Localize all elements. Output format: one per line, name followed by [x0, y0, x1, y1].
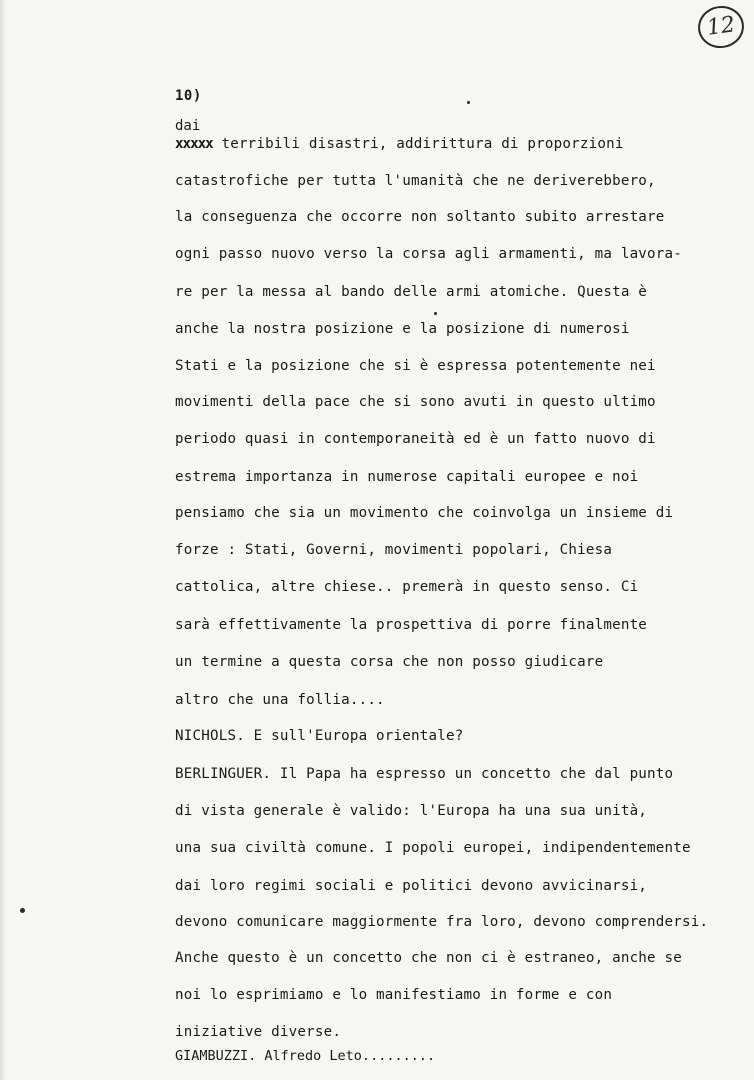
text-line: ogni passo nuovo verso la corsa agli armamenti, ma lavora-	[175, 246, 683, 262]
text-line: re per la messa al bando delle armi atomiche. Questa è	[175, 284, 648, 300]
text-line: movimenti della pace che si sono avuti in questo ultimo	[175, 394, 656, 410]
text-line-1	[175, 136, 624, 152]
text-line: catastrofiche per tutta l'umanità che ne deriverebbero,	[175, 173, 656, 189]
text-line: periodo quasi in contemporaneità ed è un fatto nuovo di	[175, 431, 656, 447]
text-line: iniziative diverse.	[175, 1024, 342, 1040]
speaker-line: NICHOLS. E sull'Europa orientale?	[175, 728, 464, 744]
text-line: cattolica, altre chiese.. premerà in questo senso. Ci	[175, 579, 639, 595]
text-line: estrema importanza in numerose capitali europee e noi	[175, 469, 639, 485]
text-line: una sua civiltà comune. I popoli europei, indipendentemente	[175, 840, 691, 856]
text-line: dai loro regimi sociali e politici devono avvicinarsi,	[175, 878, 648, 894]
speaker-line: BERLINGUER. Il Papa ha espresso un concetto che dal punto	[175, 766, 674, 782]
struck-out-word: xxxxx	[175, 136, 213, 152]
text-line: la conseguenza che occorre non soltanto subito arrestare	[175, 209, 665, 225]
section-number: 10)	[175, 88, 202, 104]
page-number-circled: 12	[695, 3, 746, 51]
text-line: pensiamo che sia un movimento che coinvolga un insieme di	[175, 505, 674, 521]
ink-speck-mark	[434, 312, 437, 315]
text-line: sarà effettivamente la prospettiva di porre finalmente	[175, 617, 648, 633]
text-line: di vista generale è valido: l'Europa ha una sua unità,	[175, 803, 648, 819]
page-edge-shadow	[0, 0, 6, 1080]
text-line: anche la nostra posizione e la posizione di numerosi	[175, 321, 630, 337]
text-line: altro che una follia....	[175, 692, 385, 708]
text-line: Stati e la posizione che si è espressa potentemente nei	[175, 358, 656, 374]
closing-line: GIAMBUZZI. Alfredo Leto.........	[175, 1048, 436, 1064]
text-line: devono comunicare maggiormente fra loro, devono comprendersi.	[175, 914, 709, 930]
text-line: Anche questo è un concetto che non ci è estraneo, anche se	[175, 950, 683, 966]
text-line: noi lo esprimiamo e lo manifestiamo in forme e con	[175, 987, 613, 1003]
margin-dot-mark	[20, 908, 25, 913]
ink-speck-mark	[467, 101, 470, 104]
text-line: un termine a questa corsa che non posso giudicare	[175, 654, 604, 670]
first-line-text: terribili disastri, addirittura di proporzioni	[212, 136, 624, 152]
text-line: forze : Stati, Governi, movimenti popolari, Chiesa	[175, 542, 613, 558]
typed-insertion: dai	[175, 118, 201, 134]
